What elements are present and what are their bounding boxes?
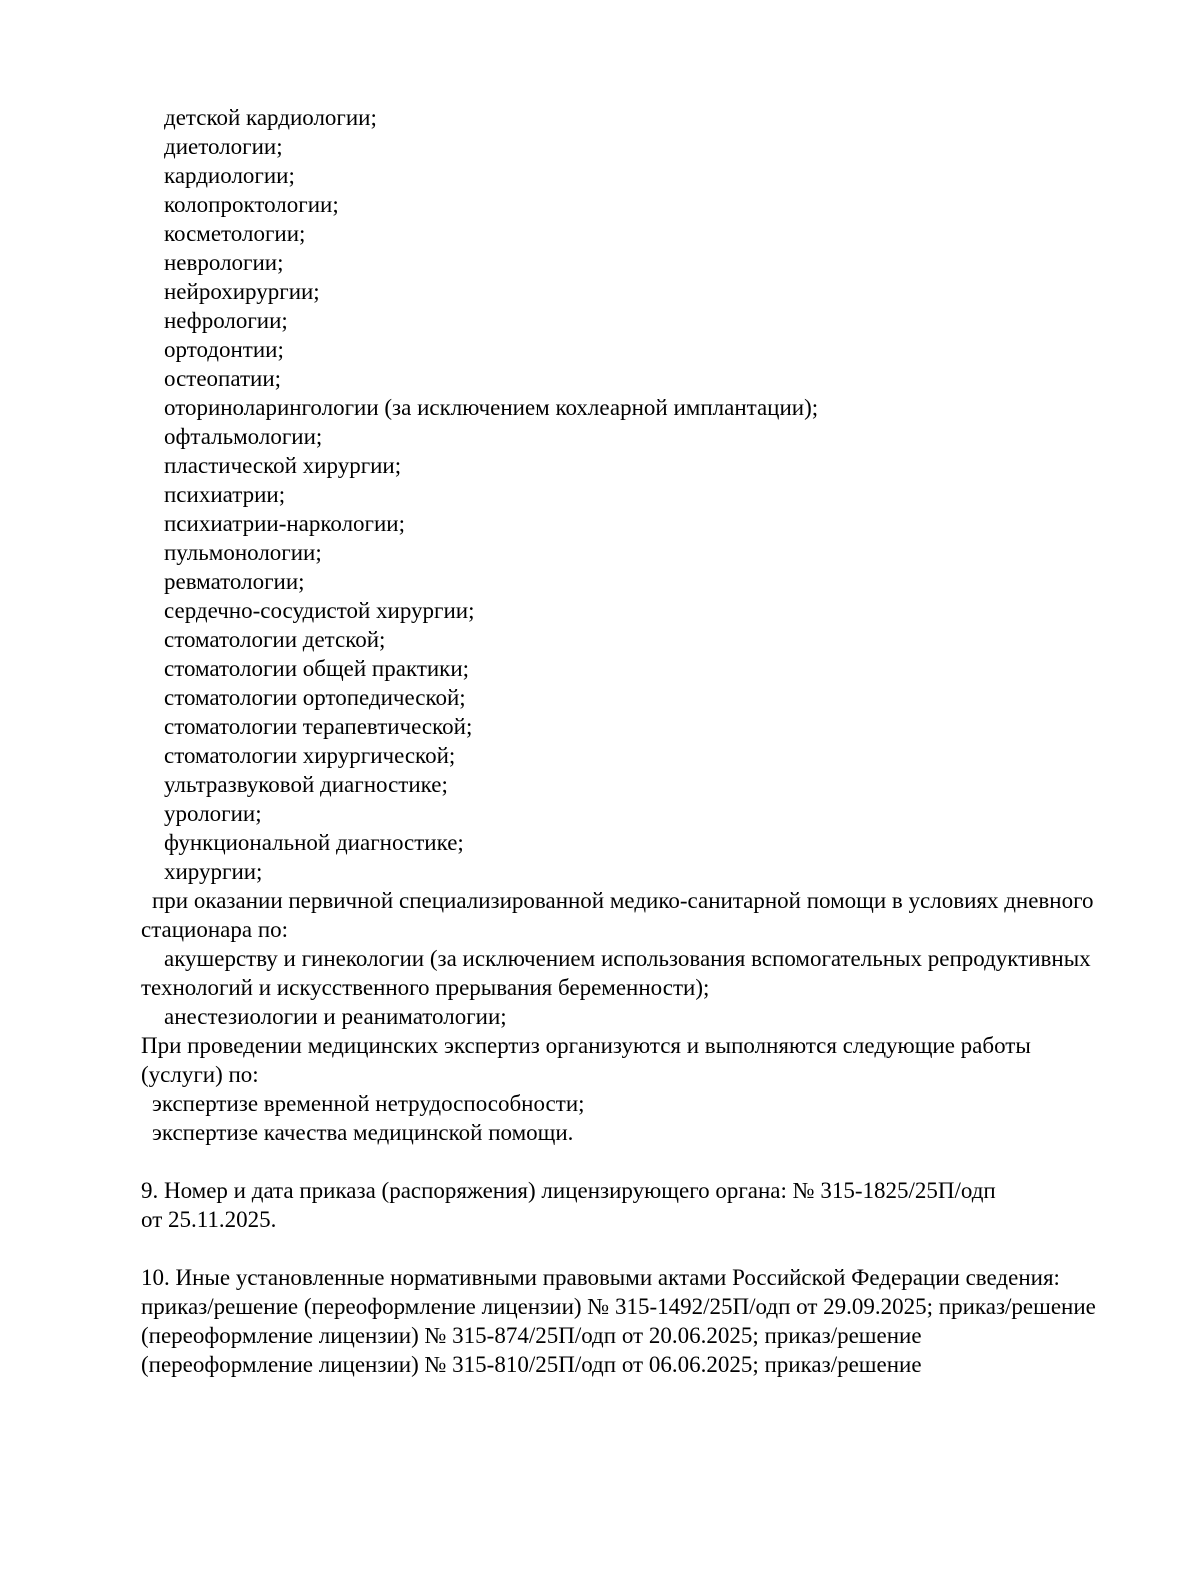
text-line: акушерству и гинекологии (за исключением использования вспомогательных репродуктивных (164, 946, 1091, 971)
text-line: (переоформление лицензии) № 315-810/25П/одп от 06.06.2025; приказ/решение (141, 1352, 922, 1377)
text-line: ультразвуковой диагностике; (164, 772, 448, 797)
text-line: стоматологии хирургической; (164, 743, 456, 768)
text-line: нефрологии; (164, 308, 288, 333)
text-line: оториноларингологии (за исключением кохлеарной имплантации); (164, 395, 819, 420)
text-line: (переоформление лицензии) № 315-874/25П/одп от 20.06.2025; приказ/решение (141, 1323, 922, 1348)
text-line: диетологии; (164, 134, 283, 159)
text-line: нейрохирургии; (164, 279, 320, 304)
text-line: урологии; (164, 801, 262, 826)
text-line: технологий и искусственного прерывания беременности); (141, 975, 710, 1000)
text-line: пластической хирургии; (164, 453, 402, 478)
text-line: колопроктологии; (164, 192, 339, 217)
text-line: анестезиологии и реаниматологии; (164, 1004, 507, 1029)
text-line: косметологии; (164, 221, 306, 246)
blank-line (0, 1147, 1190, 1176)
text-line: стоматологии терапевтической; (164, 714, 473, 739)
text-line: ортодонтии; (164, 337, 284, 362)
text-line: стоматологии детской; (164, 627, 386, 652)
text-line: ревматологии; (164, 569, 305, 594)
text-line: (услуги) по: (141, 1062, 259, 1087)
text-line: стационара по: (141, 917, 289, 942)
text-line: функциональной диагностике; (164, 830, 464, 855)
text-line: 10. Иные установленные нормативными правовыми актами Российской Федерации сведения: (141, 1265, 1060, 1290)
text-line: стоматологии общей практики; (164, 656, 470, 681)
text-line: остеопатии; (164, 366, 282, 391)
text-line: неврологии; (164, 250, 284, 275)
text-line: экспертизе качества медицинской помощи. (152, 1120, 574, 1145)
text-line: хирургии; (164, 859, 263, 884)
text-line: кардиологии; (164, 163, 295, 188)
text-line: детской кардиологии; (164, 105, 377, 130)
text-line: психиатрии-наркологии; (164, 511, 405, 536)
text-line: при оказании первичной специализированной медико-санитарной помощи в условиях дневного (152, 888, 1094, 913)
text-line: экспертизе временной нетрудоспособности; (152, 1091, 585, 1116)
blank-line (0, 1234, 1190, 1263)
text-line: 9. Номер и дата приказа (распоряжения) лицензирующего органа: № 315-1825/25П/одп (141, 1178, 996, 1203)
text-line: стоматологии ортопедической; (164, 685, 466, 710)
text-line: При проведении медицинских экспертиз организуются и выполняются следующие работы (141, 1033, 1031, 1058)
text-line: пульмонологии; (164, 540, 322, 565)
text-line: психиатрии; (164, 482, 286, 507)
text-line: приказ/решение (переоформление лицензии) № 315-1492/25П/одп от 29.09.2025; приказ/решение (141, 1294, 1096, 1319)
text-line: офтальмологии; (164, 424, 323, 449)
text-line: сердечно-сосудистой хирургии; (164, 598, 475, 623)
text-line: от 25.11.2025. (141, 1207, 277, 1232)
